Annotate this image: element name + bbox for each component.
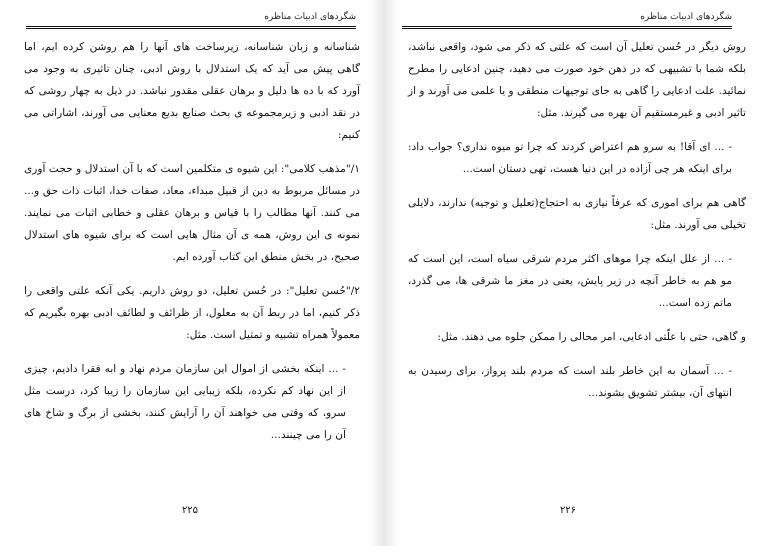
- running-header: شگردهای ادبیات مناظره: [264, 12, 356, 22]
- paragraph: ۱/"مذهب کلامی": این شیوه ی متکلمین است که با آن استدلال و حجت آوری در مسائل مربوط به دین از قبیل مبداء، معاد، صفات خدا، اثبات ذات حق و... می کنند. آنها مطالب را با قیاس و برهان عقلی و خطابی اثبات می نمایند. نمونه ی این روش، همه ی آن مثال هایی است که برای شیوه های استدلال صحیح، در بخش منطق این کتاب آورده ایم.: [24, 163, 360, 263]
- page-body: [24, 36, 360, 458]
- paragraph: گاهی هم برای اموری که عرفاً نیازی به احتجاج(تعلیل و توجیه) ندارند، دلایلی تخیلی می آورند. مثل:: [408, 197, 746, 231]
- book-gutter: [370, 0, 398, 546]
- paragraph: روش دیگر در حُسن تعلیل آن است که علتی که ذکر می شود، واقعی نباشد، بلکه شما با تشبیهی که در ذهن خود صورت می دهید، چنین ادعایی را مطرح نمائید. علت ادعایی را گاهی به جای توجیهات منطقی و یا علمی می آورند و از تاثیر ادبی و غیرمستقیم آن بهره می گیرند. مثل:: [408, 41, 746, 119]
- quote-paragraph: - ... آسمان به این خاطر بلند است که مردم بلند پرواز، برای رسیدن به انتهای آن، بیشتر تشویق بشوند...: [408, 365, 732, 399]
- left-page: [0, 0, 370, 546]
- paragraph: ۲/"حُسن تعلیل": در حُسن تعلیل، دو روش داریم. یکی آنکه علتی واقعی را ذکر کنیم، اما در ربط آن به معلول، از ظرائف و لطائف ادبی بهره بگیریم که معمولاً همراه تشبیه و تمثیل است. مثل:: [24, 285, 360, 341]
- page-number: ۲۲۵: [181, 505, 199, 516]
- header-rule: [402, 26, 732, 29]
- page-number: ۲۲۶: [559, 505, 577, 516]
- header-rule: [26, 26, 356, 29]
- quote-paragraph: - ... اینکه بخشی از اموال این سازمان مردم نهاد و ابه فقرا دادیم، چیزی از این نهاد کم نکرده، بلکه زیبایی این سازمان را زیبا کرد، درست مثل سرو، که وقتی می خواهند آن را آرایش کنند، بخشی از برگ و شاخ های آن را می چینند...: [24, 363, 346, 441]
- running-header: شگردهای ادبیات مناظره: [640, 12, 732, 22]
- right-page: [398, 0, 768, 546]
- quote-paragraph: - ... از علل اینکه چرا موهای اکثر مردم شرقی سیاه است، این است که مو هم به خاطر آنچه در زیر پایش، یعنی در مغز ما شرقی ها، می گذرد، ماتم زده است...: [408, 253, 732, 309]
- paragraph: و گاهی، حتی با علّتی ادعایی، امر محالی را ممکن جلوه می دهند. مثل:: [437, 331, 746, 343]
- quote-paragraph: - ... ای آقا! به سرو هم اعتراض کردند که چرا تو میوه نداری؟ جواب داد: برای اینکه هر چی آزاده در این دنیا هست، تهی دستان است...: [408, 141, 732, 175]
- paragraph: شناسانه و زبان شناسانه، زیرساخت های آنها را هم روشن کرده ایم، اما گاهی پیش می آید که یک استدلال با روش ادبی، چنان تاثیری به وجود می آورد که با ده ها دلیل و برهان عقلی مقدور نباشد. در ذیل به چهار روشی که در نقد ادبی و زیرمجموعه ی بحث صنایع بدیع معنایی می آورند، اشاراتی می کنیم:: [24, 41, 360, 141]
- page-body: [408, 36, 746, 416]
